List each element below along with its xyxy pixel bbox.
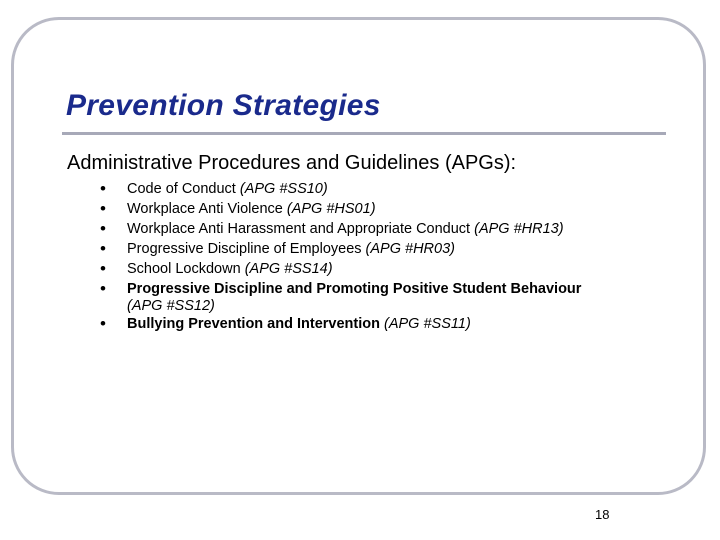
bullet-icon: • xyxy=(100,279,106,298)
item-text: Bullying Prevention and Intervention xyxy=(127,316,380,332)
item-ref: (APG #SS12) xyxy=(127,298,215,314)
list-item xyxy=(96,259,581,279)
list-item xyxy=(96,199,581,219)
item-ref: (APG #SS11) xyxy=(384,316,471,332)
bullet-icon: • xyxy=(100,314,106,333)
list-item xyxy=(96,179,581,199)
list-item xyxy=(96,314,581,334)
item-ref: (APG #SS10) xyxy=(239,181,328,197)
bullet-icon: • xyxy=(100,259,106,278)
bullet-icon: • xyxy=(100,199,106,218)
page-number: 18 xyxy=(595,507,610,522)
slide-title: Prevention Strategies xyxy=(66,89,381,122)
item-text: Workplace Anti Harassment and Appropriate Conduct xyxy=(127,221,471,237)
item-text: School Lockdown xyxy=(127,261,241,277)
item-text: Progressive Discipline and Promoting Positive Student Behaviour xyxy=(127,281,582,297)
bullet-icon: • xyxy=(100,239,106,258)
item-ref: (APG #HS01) xyxy=(286,201,376,217)
slide-subtitle: Administrative Procedures and Guidelines (APGs): xyxy=(67,152,517,174)
item-ref: (APG #HR03) xyxy=(365,241,455,257)
item-text: Progressive Discipline of Employees xyxy=(127,241,362,257)
item-text: Code of Conduct xyxy=(127,181,236,197)
list-item xyxy=(96,279,581,314)
list-item xyxy=(96,219,581,239)
title-divider xyxy=(62,132,666,135)
bullet-icon: • xyxy=(100,219,106,238)
item-text: Workplace Anti Violence xyxy=(127,201,283,217)
apg-list xyxy=(96,179,581,334)
bullet-icon: • xyxy=(100,179,106,198)
list-item xyxy=(96,239,581,259)
item-ref: (APG #HR13) xyxy=(474,221,564,237)
item-ref: (APG #SS14) xyxy=(244,261,333,277)
